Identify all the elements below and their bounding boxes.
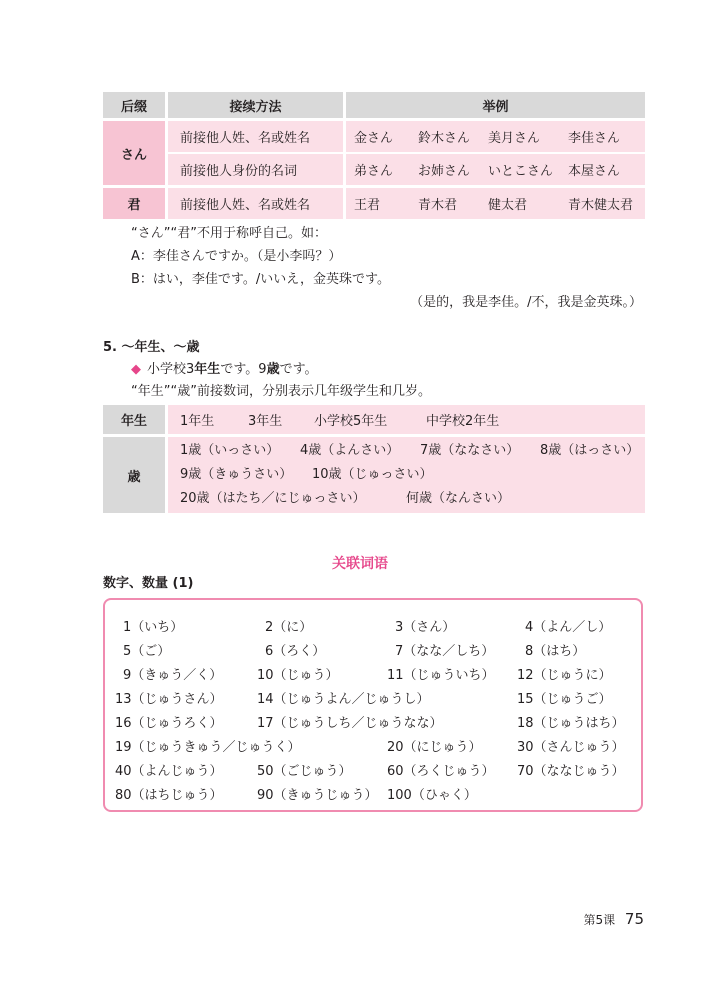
vocab-item: 70（ななじゅう）	[517, 764, 625, 779]
nensei-item: 1年生	[180, 414, 215, 429]
example-text: 9	[258, 362, 267, 377]
vocab-item: 14（じゅうよん／じゅうし）	[257, 692, 430, 707]
example-text: 3	[186, 362, 195, 377]
vocab-item: 16（じゅうろく）	[115, 716, 223, 731]
vocab-item: 6（ろく）	[265, 644, 326, 659]
example-item: 鈴木さん	[418, 131, 471, 146]
nensei-item: 3年生	[248, 414, 283, 429]
note-line-1: “さん”“君”不用于称呼自己。如：	[131, 226, 327, 241]
vocab-item: 15（じゅうご）	[517, 692, 612, 707]
sai-item: 9歳（きゅうさい）	[180, 467, 293, 482]
sai-item: 7歳（ななさい）	[420, 443, 520, 458]
header-examples: 举例	[343, 92, 645, 118]
section-explanation: “年生”“歳”前接数词，分别表示几年级学生和几岁。	[131, 384, 431, 399]
example-item: いとこさん	[488, 164, 554, 179]
age-table	[103, 405, 645, 513]
page-number: 75	[624, 910, 644, 928]
vocab-item: 18（じゅうはち）	[517, 716, 625, 731]
examples-cell	[343, 185, 645, 219]
vocab-item: 19（じゅうきゅう／じゅうく）	[115, 740, 301, 755]
vocab-item: 1（いち）	[123, 620, 184, 635]
page-footer	[583, 910, 644, 928]
example-item: 王君	[354, 198, 381, 213]
example-item: 青木健太君	[568, 198, 634, 213]
vocab-item: 20（にじゅう）	[387, 740, 482, 755]
example-item: 本屋さん	[568, 164, 621, 179]
section-title: 5. ～年生、～歳	[103, 340, 200, 355]
nensei-items	[165, 405, 645, 434]
vocab-item: 3（さん）	[395, 620, 456, 635]
example-text: です。	[279, 362, 318, 377]
example-bold: 歳	[266, 362, 280, 377]
sai-item: 1歳（いっさい）	[180, 443, 280, 458]
vocab-item: 8（はち）	[525, 644, 586, 659]
method-cell: 前接他人身份的名词	[165, 152, 343, 185]
vocab-item: 12（じゅうに）	[517, 668, 612, 683]
example-item: 金さん	[354, 131, 394, 146]
vocab-item: 13（じゅうさん）	[115, 692, 223, 707]
lesson-label: 第5课	[583, 913, 616, 927]
vocab-item: 50（ごじゅう）	[257, 764, 352, 779]
example-item: お姉さん	[418, 164, 471, 179]
sai-item: 何歳（なんさい）	[406, 491, 511, 506]
vocab-item: 30（さんじゅう）	[517, 740, 625, 755]
example-item: 美月さん	[488, 131, 541, 146]
vocab-item: 4（よん／し）	[525, 620, 612, 635]
suffix-san: さん	[103, 118, 165, 185]
sai-items	[165, 434, 645, 513]
example-bold: 年生	[194, 362, 221, 377]
example-item: 青木君	[418, 198, 458, 213]
vocab-item: 5（ご）	[123, 644, 171, 659]
note-line-2: A：李佳さんですか。（是小李吗？）	[131, 249, 342, 264]
examples-cell	[343, 152, 645, 185]
vocab-item: 17（じゅうしち／じゅうなな）	[257, 716, 443, 731]
suffix-kun: 君	[103, 185, 165, 219]
diamond-icon: ◆	[131, 362, 141, 377]
vocab-item: 2（に）	[265, 620, 313, 635]
note-line-3: B：はい，李佳です。/いいえ，金英珠です。	[131, 272, 390, 287]
nensei-item: 小学校5年生	[314, 414, 388, 429]
header-suffix: 后缀	[103, 92, 165, 118]
example-text: 小学校	[147, 362, 187, 377]
example-sentence	[131, 360, 318, 380]
vocab-item: 80（はちじゅう）	[115, 788, 223, 803]
method-cell: 前接他人姓、名或姓名	[165, 185, 343, 219]
note-line-4: （是的，我是李佳。/不，我是金英珠。）	[410, 295, 642, 310]
nensei-label: 年生	[103, 405, 165, 434]
example-text: です。	[220, 362, 259, 377]
vocab-item: 11（じゅういち）	[387, 668, 495, 683]
vocab-box	[103, 598, 643, 812]
sai-item: 8歳（はっさい）	[540, 443, 640, 458]
method-cell: 前接他人姓、名或姓名	[165, 118, 343, 152]
suffix-table	[103, 92, 645, 219]
vocab-item: 9（きゅう／く）	[123, 668, 223, 683]
vocab-item: 90（きゅうじゅう）	[257, 788, 378, 803]
sai-item: 20歳（はたち／にじゅっさい）	[180, 491, 366, 506]
vocab-item: 40（よんじゅう）	[115, 764, 223, 779]
example-item: 弟さん	[354, 164, 394, 179]
nensei-item: 中学校2年生	[426, 414, 500, 429]
vocab-item: 100（ひゃく）	[387, 788, 477, 803]
vocab-item: 10（じゅう）	[257, 668, 339, 683]
sai-item: 4歳（よんさい）	[300, 443, 400, 458]
sai-item: 10歳（じゅっさい）	[312, 467, 433, 482]
header-method: 接续方法	[165, 92, 343, 118]
vocab-item: 7（なな／しち）	[395, 644, 495, 659]
example-item: 健太君	[488, 198, 528, 213]
related-subheading: 数字、数量 (1)	[103, 576, 194, 591]
sai-label: 歳	[103, 434, 165, 513]
examples-cell	[343, 118, 645, 152]
vocab-item: 60（ろくじゅう）	[387, 764, 495, 779]
related-heading: 关联词语	[332, 556, 388, 572]
example-item: 李佳さん	[568, 131, 621, 146]
